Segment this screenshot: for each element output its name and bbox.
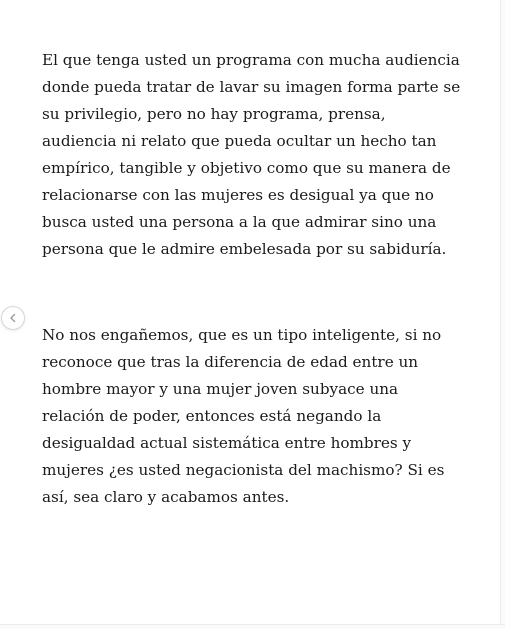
post-paragraph-2: No nos engañemos, que es un tipo inteligente, si no reconoce que tras la diferencia de edad entre un hombre mayor y una mujer joven subyace una relación de poder, entonces está negando la desigualdad actual sistemática entre hombres y mujeres ¿es usted negacionista del machismo? Si es así, sea claro y acabamos antes. (42, 326, 445, 506)
post-paragraph-1: El que tenga usted un programa con mucha audiencia donde pueda tratar de lavar su imagen forma parte se su privilegio, pero no hay programa, prensa, audiencia ni relato que pueda ocultar un hecho tan empírico, tangible y objetivo como que su manera de relacionarse con las mujeres es desigual ya que no busca usted una persona a la que admirar sino una persona que le admire embelesada por su sabiduría. (42, 51, 461, 258)
chevron-left-icon (8, 313, 18, 323)
carousel-previous-button[interactable] (1, 306, 25, 330)
viewport-right-edge (500, 0, 505, 629)
viewport-bottom-edge (0, 624, 505, 629)
